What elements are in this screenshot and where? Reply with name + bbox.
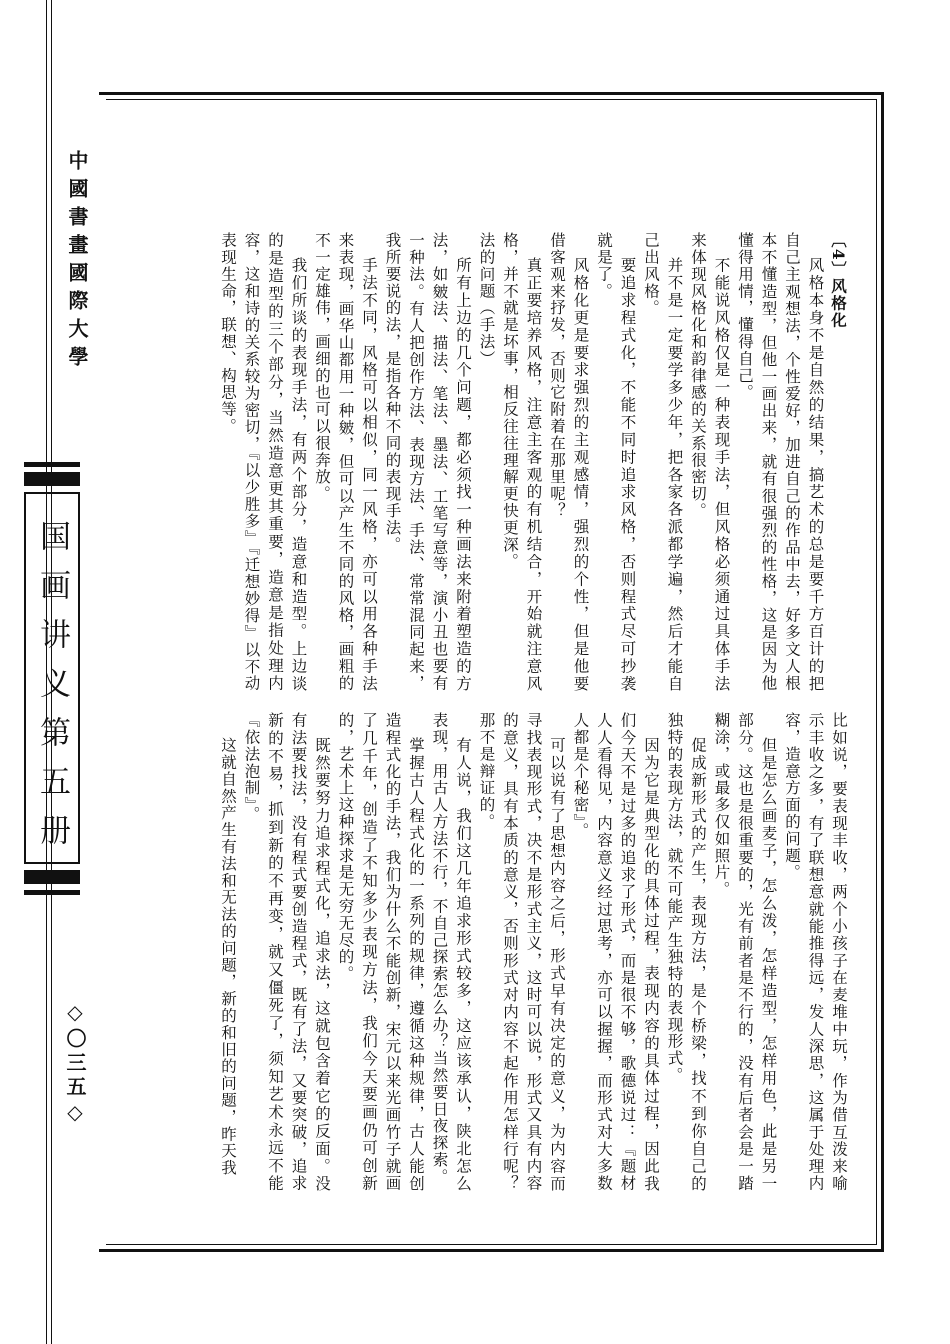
paragraph: 可以说有了思想内容之后，形式早有决定的意义，为内容而寻找表现形式，决不是形式主义，这时可以说，形式又具有内容的意义，具有本质的意义，否则形式对内容不起作用怎样行呢？那不是辩证的。: [477, 712, 566, 1192]
book-title-bar-bottom: [24, 870, 80, 884]
paragraph: 风格化更是要求强烈的主观感情，强烈的个性，但是他要借客观来抒发，否则它附着在那里呢？: [548, 232, 590, 692]
sidebar: [0, 0, 100, 1344]
paragraph: 要追求程式化，不能不同时追求风格，否则程式尽可抄袭就是了。: [595, 232, 637, 692]
section-heading: 〔4〕风格化: [829, 232, 848, 329]
paragraph: 手法不同，风格可以相似，同一风格，亦可以用各种手法来表现，画华山都用一种皴，但可以产生不同的风格，画粗的不一定雄伟，画细的也可以很奔放。: [313, 232, 378, 692]
book-title-bar-bottom-2: [24, 890, 80, 895]
book-title-bar-top: [24, 462, 80, 467]
paragraph: 真正要培养风格，注意主客观的有机结合，开始就注意风格，并不就是坏事，相反往往理解更快更深。: [501, 232, 543, 692]
book-title: 国画讲义第五册: [34, 520, 70, 863]
paragraph: 但是怎么画麦子，怎么泼，怎样造型，怎样用色，此是另一部分。这也是很重要的，光有前者是不行的，没有后者会是一踏糊涂，或最多仅如照片。: [712, 712, 778, 1192]
paragraph: 因为它是典型化的具体过程，表现内容的具体过程，因此我们今天不是过多的追求了形式，而是很不够，歌德说过：『题材人人看得见，内容意义经过思考，亦可以握握，而形式对大多数人都是个秘密』。: [571, 712, 660, 1192]
article-bottom-block: [150, 712, 850, 1192]
page-number: ◇〇三五◇: [63, 1000, 87, 1128]
paragraph: 促成新形式的产生，表现方法，是个桥梁，找不到你自己的独特的表现方法，就不可能产生独特的表现形式。: [665, 712, 707, 1192]
paragraph: 既然要努力追求程式化，追求法，这就包含着它的反面。没有法要找法，没有程式要创造程式，既有了法，又要突破，追求新的不易，抓到新的不再变，就又僵死了，须知艺术永远不能『依法泡制』。: [242, 712, 331, 1192]
series-title: 中國書畫國際大學: [65, 150, 89, 374]
paragraph: 风格本身不是自然的结果，搞艺术的总是要千方百计的把自己主观想法，个性爱好，加进自己的作品中去，好多文人根本不懂造型，但他一画出来，就有很强烈的性格，这是因为他懂得用情，懂得自己。: [736, 232, 825, 692]
paragraph: 所有上边的几个问题，都必须找一种画法来附着塑造的方法，如皴法、描法、笔法、墨法、工笔写意等，演小丑也要有一种法。有人把创作方法、表现方法、手法、常常混同起来，我所要说的法，是指各种不同的表现手法。: [383, 232, 472, 692]
paragraph: 有人说，我们这几年追求形式较多，这应该承认，陕北怎么表现，用古人方法不行，不自己探索怎么办？当然要日夜探索。: [430, 712, 472, 1192]
paragraph: 掌握古人程式化的一系列的规律，遵循这种规律，古人能创造程式化的手法，我们为什么不能创新，宋元以来光画竹子就画了几千年，创造了不知多少表现方法，我们今天要画仍可创新的，艺术上这种探求是无穷无尽的。: [336, 712, 425, 1192]
book-title-bar-top-2: [24, 472, 80, 486]
subheading: 法的问题（手法）: [477, 232, 496, 368]
paragraph: 这就自然产生有法和无法的问题，新的和旧的问题，昨天我: [219, 736, 237, 1177]
paragraph: 并不是一定要学多少年，把各家各派都学遍，然后才能自己出风格。: [642, 232, 684, 692]
article-top-block: [150, 232, 850, 692]
paragraph: 我们所谈的表现手法，有两个部分，造意和造型。上边谈的是造型的三个部分，当然造意更其重要，造意是指处理内容，这和诗的关系较为密切，『以少胜多』『迁想妙得』以不动表现生命，联想、构思等。: [219, 232, 308, 692]
paragraph: 不能说风格仅是一种表现手法，但风格必须通过具体手法来体现风格化和韵律感的关系很密切。: [689, 232, 731, 692]
paragraph: 比如说，要表现丰收，两个小孩子在麦堆中玩，作为借互泼来喻示丰收之多，有了联想意就能推得远，发人深思，这属于处理内容，造意方面的问题。: [783, 712, 848, 1192]
